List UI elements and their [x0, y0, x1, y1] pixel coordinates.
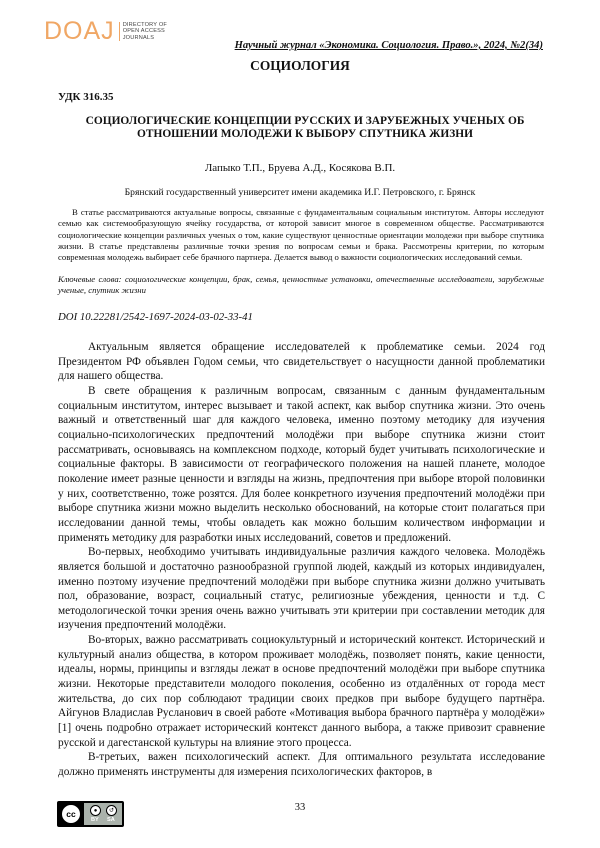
share-alike-icon: ↺ [106, 805, 117, 816]
body-paragraph: Актуальным является обращение исследователей к проблематике семьи. 2024 год Президентом РФ объявлен Годом семьи, что свидетельствует о насущности данной проблематики для нашего общества. [58, 341, 545, 383]
body-paragraph: В-третьих, важен психологический аспект. Для оптимального результата исследование должно применять инструменты для измерения психологических факторов, в [58, 751, 545, 779]
doi: DOI 10.22281/2542-1697-2024-03-02-33-41 [58, 311, 253, 323]
body-paragraph: В свете обращения к различным вопросам, связанным с данным фундаментальным социальным институтом, интерес вызывает и такой аспект, как выбор спутника жизни. Это очень важный и ответственный шаг для каждого человека, именно поэтому методику для изучения социально-психологических предпочтений молодёжи при выборе спутника жизни стоит рассматривать, основываясь на комплексном подходе, который будет учитывать психологические и социальные факторы. В зависимости от географического положения на нашей планете, молодое поколение имеет разные ценности и взгляды на жизнь, предпочтения при выборе второй половинки у них, соответственно, тоже розятся. Для более конкретного изучения предпочтений молодёжи при выборе спутника жизни можно выделить несколько обоснований, на которые стоит полагаться при исследовании данной темы, чтобы овладеть как можно большим количеством информации и применять методику для разработки иных исследований, советов и предложений. [58, 384, 545, 544]
body-paragraph: Во-вторых, важно рассматривать социокультурный и исторический контекст. Исторический и культурный анализ общества, в котором проживает молодёжь, позволяет понять, какие ценности, идеалы, нормы, принципы и взгляды лежат в основе предпочтений молодёжи при выборе спутника жизни. Некоторые представители молодого поколения, особенно из отдалённых от города мест жительства, до сих пор соблюдают традиции своих предков при выборе будущего партнёра. Айгунов Владислав Русланович в своей работе «Мотивация выбора брачного партнёра у молодёжи» [1] очень подробно отражает исторический контекст данного выбора, а также привозит сравнение русской и дагестанской культуры на влияние этого процесса. [58, 634, 545, 749]
doaj-logo-subtitle [119, 22, 167, 42]
sa-label: SA [107, 817, 115, 823]
affiliation: Брянский государственный университет имени академика И.Г. Петровского, г. Брянск [124, 187, 476, 198]
keywords: Ключевые слова: социологические концепции, брак, семья, ценностные установки, отечественные исследователи, зарубежные ученые, спутник жизни [58, 274, 544, 296]
journal-running-header: Научный журнал «Экономика. Социология. Право.», 2024, №2(34) [234, 40, 543, 51]
authors: Лапыко Т.П., Бруева А.Д., Косякова В.П. [204, 162, 396, 174]
article-body [58, 340, 545, 780]
cc-icon: cc [61, 804, 81, 824]
body-paragraph: Во-первых, необходимо учитывать индивидуальные различия каждого человека. Молодёжь является большой и достаточно разнообразной группой людей, каждый из которых индивидуален, именно поэтому изучение предпочтений молодёжи при выборе спутника жизни должно учитывать пол, образование, возраст, социальный статус, религиозные убеждения, ценности и т.д. С методологической точки зрения очень важно учитывать эти критерии при составлении методик для изучения предпочтений молодёжи. [58, 546, 545, 632]
doaj-logo-line: JOURNALS [122, 34, 155, 41]
doaj-logo-line: OPEN ACCESS [122, 28, 165, 35]
udk-code: УДК 316.35 [58, 91, 114, 103]
doaj-logo-word: DOAJ [44, 17, 115, 45]
by-label: BY [91, 817, 99, 823]
section-title: СОЦИОЛОГИЯ [250, 58, 350, 73]
doaj-logo [44, 19, 167, 44]
article-title: СОЦИОЛОГИЧЕСКИЕ КОНЦЕПЦИИ РУССКИХ И ЗАРУБЕЖНЫХ УЧЕНЫХ ОБ ОТНОШЕНИИ МОЛОДЕЖИ К ВЫБОРУ СПУТНИКА ЖИЗНИ [85, 115, 525, 140]
page-number: 33 [294, 802, 306, 813]
by-person-icon: ● [90, 805, 101, 816]
doaj-logo-line: DIRECTORY OF [122, 21, 168, 28]
abstract: В статье рассматриваются актуальные вопросы, связанные с фундаментальным социальным институтом. Авторы исследуют семью как системообразующую ячейку государства, от которой зависит многое в современном обществе. Рассматриваются социологические концепции различных ученых о том, какие существуют ценностные ориентации молодежи при выборе спутника жизни. В статье представлены различные точки зрения по вопросам семьи и брака. Рассмотрены критерии, по которым современная молодежь выбирает себе брачного партнера. Делается вывод о важности социологических исследований семьи. [58, 207, 544, 263]
